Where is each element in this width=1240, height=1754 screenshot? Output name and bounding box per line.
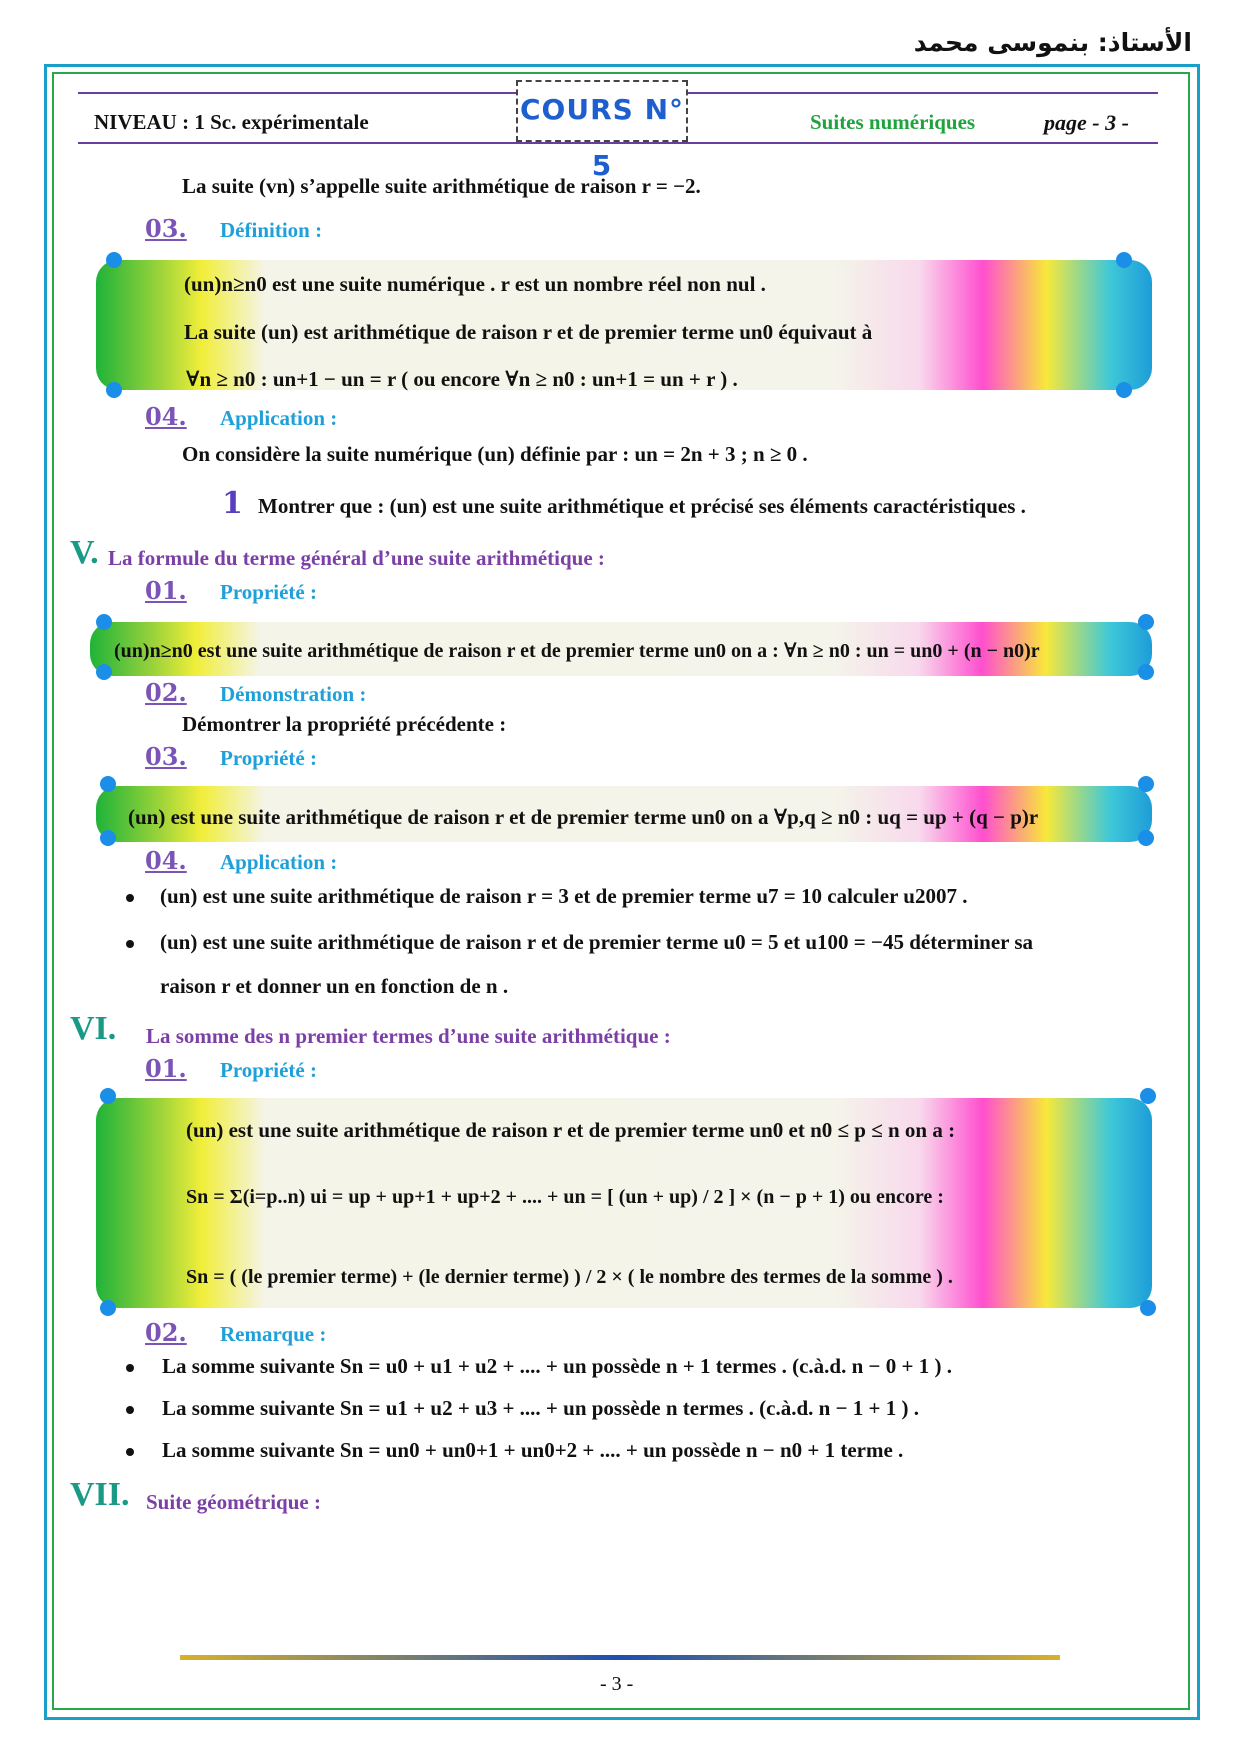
bullet-text: (un) est une suite arithmétique de raison r et de premier terme u0 = 5 et u100 = −45 déterminer sa	[160, 930, 1034, 954]
author-name: الأستاذ: بنموسى محمد	[913, 28, 1192, 57]
item-label: Application :	[220, 850, 338, 874]
box-corner-dot	[1116, 252, 1132, 268]
box-corner-dot	[1138, 614, 1154, 630]
remark-line: La somme suivante Sn = un0 + un0+1 + un0+2 + .... + un possède n − n0 + 1 terme .	[162, 1438, 904, 1462]
section-title: La formule du terme général d’une suite arithmétique :	[108, 546, 605, 570]
item-number: 02.	[145, 678, 187, 707]
item-label: Remarque :	[220, 1322, 327, 1346]
bullet	[126, 1364, 134, 1372]
bullet	[126, 940, 134, 948]
cours-title: COURS N° 5	[520, 93, 684, 182]
box-corner-dot	[1138, 664, 1154, 680]
item-label: Application :	[220, 406, 338, 430]
sum-line: (un) est une suite arithmétique de raison r et de premier terme un0 et n0 ≤ p ≤ n on a :	[186, 1118, 956, 1142]
bullet	[126, 1448, 134, 1456]
bullet-text: (un) est une suite arithmétique de raison r = 3 et de premier terme u7 = 10 calculer u2007 .	[160, 884, 968, 908]
section-number: VI.	[70, 1010, 117, 1047]
box-corner-dot	[100, 1088, 116, 1104]
box-corner-dot	[96, 614, 112, 630]
item-number: 01.	[145, 1054, 187, 1083]
sum-formula: Sn = Σ(i=p..n) ui = up + up+1 + up+2 + .... + un = [ (un + up) / 2 ] × (n − p + 1) ou encore :	[186, 1186, 944, 1208]
item-number: 01.	[145, 576, 187, 605]
text-line: Montrer que : (un) est une suite arithmétique et précisé ses éléments caractéristiques .	[258, 494, 1026, 518]
chapter-title: Suites numériques	[810, 110, 976, 134]
section-number: VII.	[70, 1476, 130, 1513]
definition-line: ∀n ≥ n0 : un+1 − un = r ( ou encore ∀n ≥ n0 : un+1 = un + r ) .	[186, 367, 738, 391]
item-label: Propriété :	[220, 580, 317, 604]
page-label: page - 3 -	[1044, 110, 1129, 135]
item-label: Définition :	[220, 218, 323, 242]
box-corner-dot	[1138, 830, 1154, 846]
text-line: Démontrer la propriété précédente :	[182, 712, 507, 736]
box-corner-dot	[1140, 1088, 1156, 1104]
footer-divider	[180, 1655, 1060, 1660]
item-number: 03.	[145, 214, 187, 243]
property-text: (un) est une suite arithmétique de raison r et de premier terme un0 on a ∀p,q ≥ n0 : uq = up + (q − p)r	[128, 805, 1039, 829]
text-line: On considère la suite numérique (un) définie par : un = 2n + 3 ; n ≥ 0 .	[182, 442, 808, 466]
bullet-text: raison r et donner un en fonction de n .	[160, 974, 509, 998]
niveau-label: NIVEAU : 1 Sc. expérimentale	[94, 110, 369, 134]
box-corner-dot	[100, 1300, 116, 1316]
question-number: 1	[222, 486, 243, 521]
section-number: V.	[70, 534, 99, 571]
remark-line: La somme suivante Sn = u0 + u1 + u2 + .... + un possède n + 1 termes . (c.à.d. n − 0 + 1 ) .	[162, 1354, 952, 1378]
item-number: 04.	[145, 846, 187, 875]
property-text: (un)n≥n0 est une suite arithmétique de raison r et de premier terme un0 on a : ∀n ≥ n0 : un = un0 + (n − n0)r	[114, 640, 1040, 662]
box-corner-dot	[1140, 1300, 1156, 1316]
remark-line: La somme suivante Sn = u1 + u2 + u3 + .... + un possède n termes . (c.à.d. n − 1 + 1 ) .	[162, 1396, 919, 1420]
text-line: La suite (vn) s’appelle suite arithmétique de raison r = −2.	[182, 174, 701, 198]
item-number: 02.	[145, 1318, 187, 1347]
box-corner-dot	[106, 252, 122, 268]
item-number: 04.	[145, 402, 187, 431]
section-title: La somme des n premier termes d’une suite arithmétique :	[146, 1024, 671, 1048]
header-bottom-line	[78, 142, 1158, 144]
box-corner-dot	[1116, 382, 1132, 398]
definition-line: (un)n≥n0 est une suite numérique . r est un nombre réel non nul .	[184, 272, 766, 296]
box-corner-dot	[100, 830, 116, 846]
cours-badge	[516, 80, 688, 182]
sum-formula: Sn = ( (le premier terme) + (le dernier terme) ) / 2 × ( le nombre des termes de la somme ) .	[186, 1266, 953, 1288]
box-corner-dot	[106, 382, 122, 398]
item-label: Démonstration :	[220, 682, 367, 706]
definition-line: La suite (un) est arithmétique de raison r et de premier terme un0 équivaut à	[184, 320, 873, 344]
box-corner-dot	[96, 664, 112, 680]
bullet	[126, 894, 134, 902]
item-number: 03.	[145, 742, 187, 771]
box-corner-dot	[1138, 776, 1154, 792]
bullet	[126, 1406, 134, 1414]
item-label: Propriété :	[220, 746, 317, 770]
box-corner-dot	[100, 776, 116, 792]
item-label: Propriété :	[220, 1058, 317, 1082]
section-title: Suite géométrique :	[146, 1490, 321, 1514]
page-number: - 3 -	[600, 1673, 634, 1695]
